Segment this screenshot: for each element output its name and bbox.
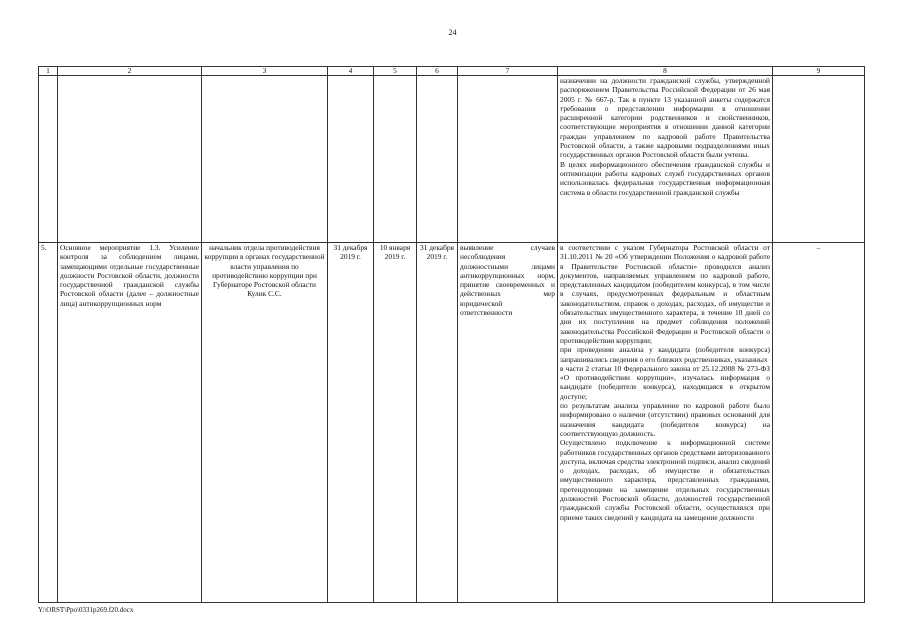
expected-result-text: выявление случаев несоблюдения должностными лицами антикоррупционных норм, принятие своевременных и действенных мер юридической ответственности (458, 243, 558, 603)
col-number: 5 (374, 67, 417, 76)
col-number: 4 (328, 67, 374, 76)
date-plan: 31 декабря 2019 г. (328, 243, 374, 603)
report-table (38, 66, 865, 603)
col-number: 7 (458, 67, 558, 76)
page-number: 24 (448, 28, 457, 37)
col-number: 9 (773, 67, 865, 76)
col-number: 8 (558, 67, 773, 76)
continuation-actual-text: назначении на должности гражданской службы, утвержденной распоряжением Правительства Российской Федерации от 26 мая 2005 г. № 667-р. Так в пункте 13 указанной анкеты содержатся требования о представлении информации в отношении расширенной категории родственников и свойственников, соответствующие мероприятия в отношении данной категории граждан управлением по кадровой работе Правительства Ростовской области, а также кадровыми подразделениями иных государственных органов Ростовской области были учтены. В целях информационного обеспечения гражданской службы и оптимизации работы кадровых служб государственных органов использовалась федеральная государственная информационная система в области государственной гражданской службы (558, 76, 773, 243)
note-text: – (773, 243, 865, 603)
file-path: Y:\ORST\Ppo\0331p269.f20.docx (38, 606, 134, 614)
continuation-row (39, 76, 865, 243)
date-end: 31 декабря 2019 г. (417, 243, 458, 603)
date-start: 10 января 2019 г. (374, 243, 417, 603)
col-number: 6 (417, 67, 458, 76)
column-number-row (39, 67, 865, 76)
responsible-text: начальник отдела противодействия коррупции в органах государственной власти управления по противодействию коррупции при Губернаторе Ростовской области Кулик С.С. (202, 243, 328, 603)
col-number: 1 (39, 67, 58, 76)
col-number: 3 (202, 67, 328, 76)
actual-result-text: в соответствии с указом Губернатора Ростовской области от 31.10.2011 № 20 «Об утверждении Положения о кадровой работе в Правительстве Ростовской области» проводился анализ документов, направляемых управлением по кадровой работе, представленных кандидатом (победителем конкурса), в том числе в случаях, предусмотренных федеральным и областным законодательством, справок о доходах, расходах, об имуществе и обязательствах имущественного характера, в течение 10 дней со дня их поступления на предмет соблюдения положений законодательства Российской Федерации и Ростовской области о противодействии коррупции; при проведении анализа у кандидата (победителя конкурса) запрашивались сведения о его близких родственниках, указанных в части 2 статьи 10 Федерального закона от 25.12.2008 № 273-ФЗ «О противодействии коррупции», изучалась информация о кандидате (победителе конкурса), находящаяся в открытом доступе; по результатам анализа управление по кадровой работе было информировано о наличии (отсутствии) правовых оснований для назначения кандидата (победителя конкурса) на соответствующую должность. Осуществлено подключение к информационной системе работников государственных органов средствами авторизованного доступа, включая средства электронной подписи, анализ сведений о доходах, расходах, об имуществе и обязательствах имущественного характера, представленных гражданами, претендующими на замещение отдельных государственных должностей Ростовской области, должностей государственной гражданской службы Ростовской области, осуществлялся при приеме таких сведений у кандидата на замещение должности (558, 243, 773, 603)
table-row (39, 243, 865, 603)
measure-text: Основное мероприятие 1.3. Усиление контроля за соблюдением лицами, замещающими отдельные государственные должности Ростовской области, должности государственной гражданской службы Ростовской области (далее – должностные лица) антикоррупционных норм (58, 243, 202, 603)
col-number: 2 (58, 67, 202, 76)
row-number: 5. (39, 243, 58, 603)
